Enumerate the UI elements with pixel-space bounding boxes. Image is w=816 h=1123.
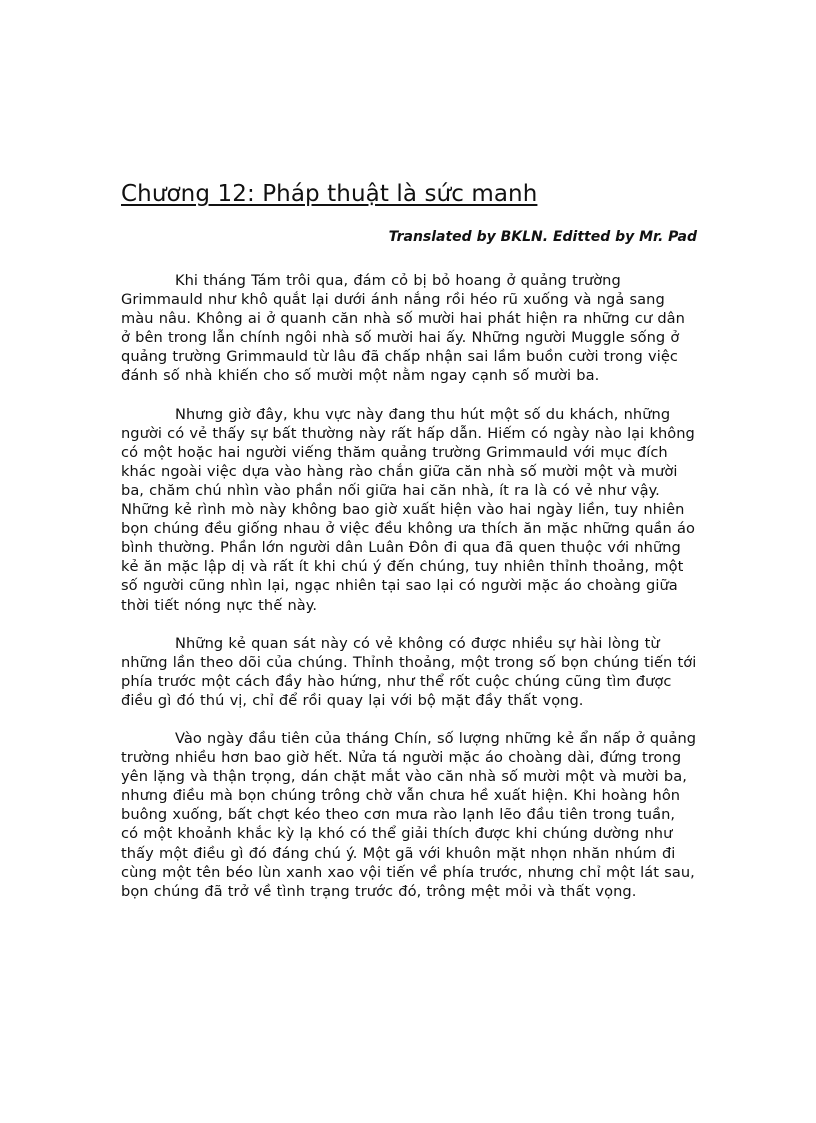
paragraph: Khi tháng Tám trôi qua, đám cỏ bị bỏ hoang ở quảng trường Grimmauld như khô quắt lại dưới ánh nắng rồi héo rũ xuống và ngả sang màu nâu. Không ai ở quanh căn nhà số mười hai phát hiện ra những cư dân ở bên trong lẫn chính ngôi nhà số mười hai ấy. Những người Muggle sống ở quảng trường Grimmauld từ lâu đã chấp nhận sai lầm buồn cười trong việc đánh số nhà khiến cho số mười một nằm ngay cạnh số mười ba. — [121, 272, 685, 385]
paragraph: Vào ngày đầu tiên của tháng Chín, số lượng những kẻ ẩn nấp ở quảng trường nhiều hơn bao giờ hết. Nửa tá người mặc áo choàng dài, đứng trong yên lặng và thận trọng, dán chặt mắt vào căn nhà số mười một và mười ba, nhưng điều mà bọn chúng trông chờ vẫn chưa hề xuất hiện. Khi hoàng hôn buông xuống, bất chợt kéo theo cơn mưa rào lạnh lẽo đầu tiên trong tuần, có một khoảnh khắc kỳ lạ khó có thể giải thích được khi chúng dường như thấy một điều gì đó đáng chú ý. Một gã với khuôn mặt nhọn nhăn nhúm đi cùng một tên béo lùn xanh xao vội tiến về phía trước, nhưng chỉ một lát sau, bọn chúng đã trở về tình trạng trước đó, trông mệt mỏi và thất vọng. — [121, 729, 697, 900]
document-page — [121, 178, 697, 920]
translation-credit: Translated by BKLN. Editted by Mr. Pad — [388, 229, 697, 245]
paragraph: Nhưng giờ đây, khu vực này đang thu hút một số du khách, những người có vẻ thấy sự bất thường này rất hấp dẫn. Hiếm có ngày nào lại không có một hoặc hai người viếng thăm quảng trường Grimmauld với mục đích khác ngoài việc dựa vào hàng rào chắn giữa căn nhà số mười một và mười ba, chăm chú nhìn vào phần nối giữa hai căn nhà, ít ra là có vẻ như vậy. Những kẻ rình mò này không bao giờ xuất hiện vào hai ngày liền, tuy nhiên bọn chúng đều giống nhau ở việc đều không ưa thích ăn mặc những quần áo bình thường. Phần lớn người dân Luân Đôn đi qua đã quen thuộc với những kẻ ăn mặc lập dị và rất ít khi chú ý đến chúng, tuy nhiên thỉnh thoảng, một số người cũng nhìn lại, ngạc nhiên tại sao lại có người mặc áo choàng giữa thời tiết nóng nực thế này. — [121, 405, 696, 614]
chapter-title: Chương 12: Pháp thuật là sức manh — [121, 181, 538, 207]
paragraph: Những kẻ quan sát này có vẻ không có được nhiều sự hài lòng từ những lần theo dõi của chúng. Thỉnh thoảng, một trong số bọn chúng tiến tới phía trước một cách đầy hào hứng, như thể rốt cuộc chúng cũng tìm được điều gì đó thú vị, chỉ để rồi quay lại với bộ mặt đầy thất vọng. — [121, 634, 697, 709]
body-text — [121, 271, 697, 901]
